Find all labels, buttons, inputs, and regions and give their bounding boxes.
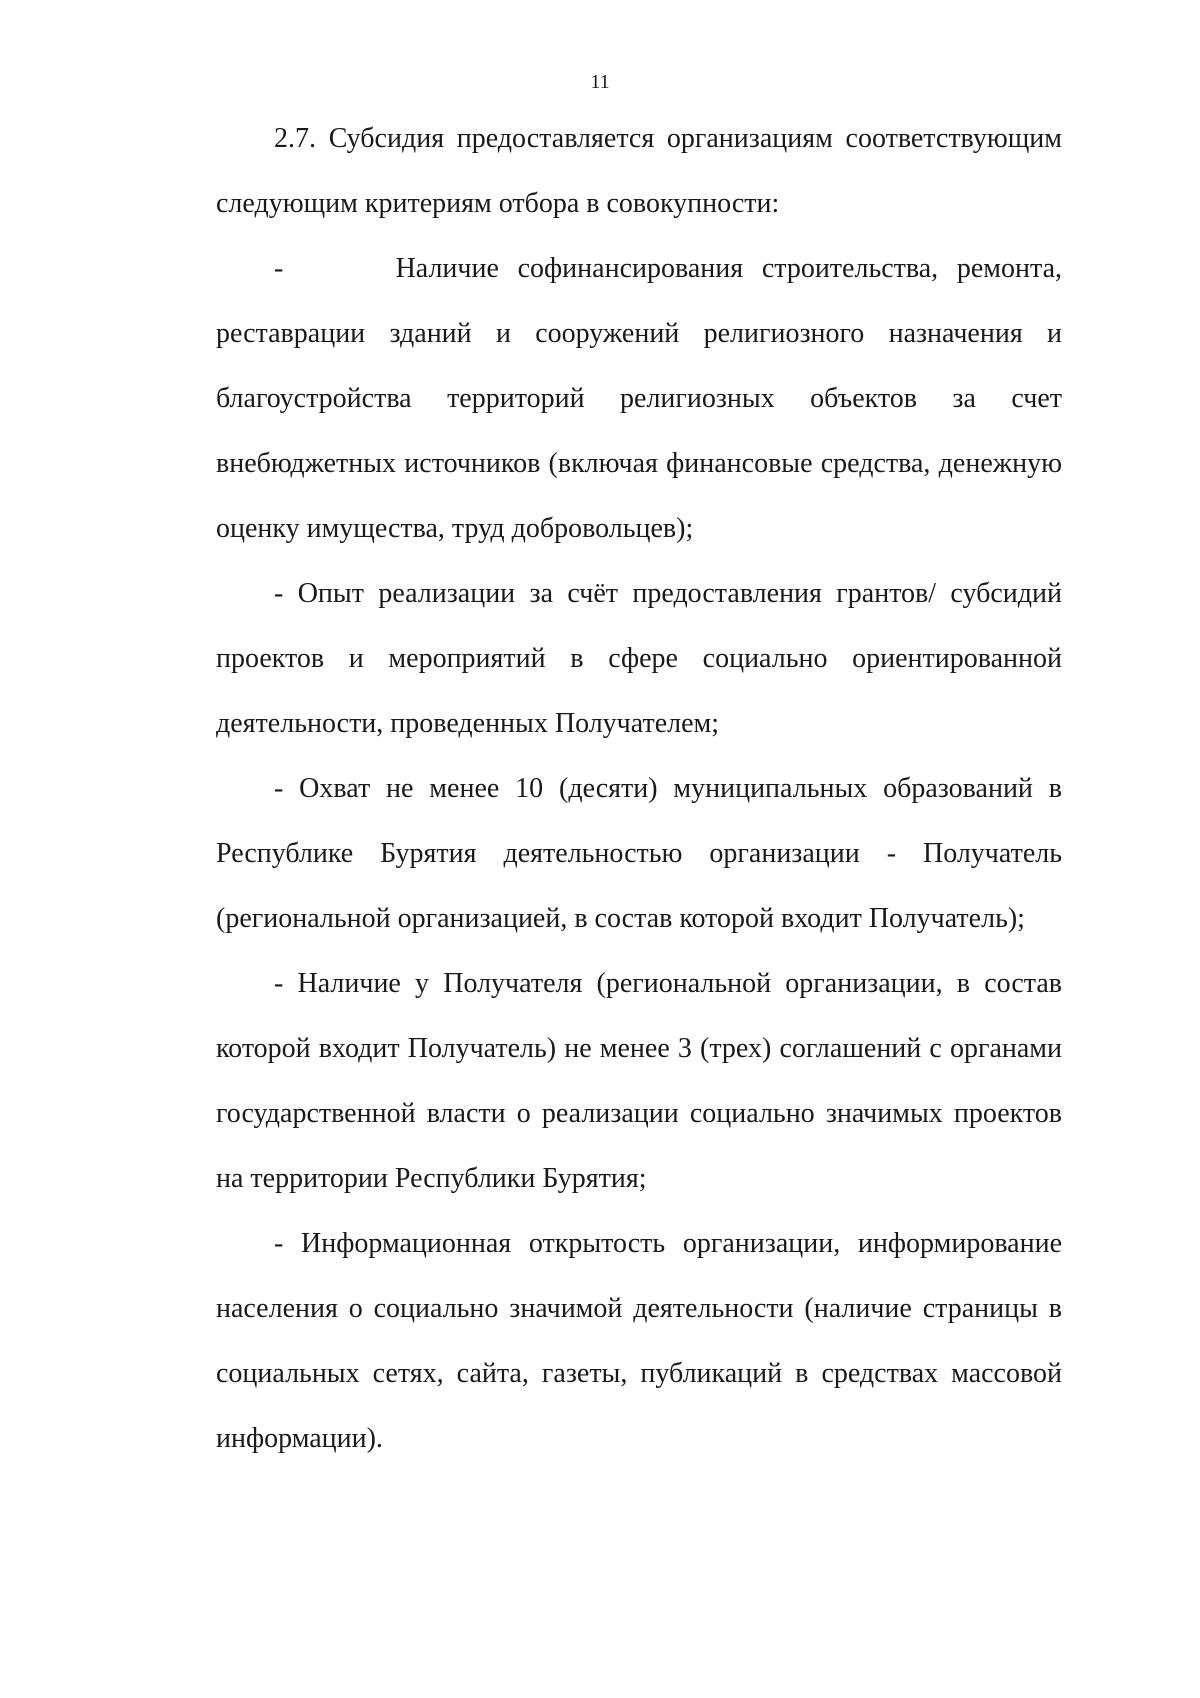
page-number: 11	[590, 71, 610, 93]
criterion-cofinancing: - Наличие софинансирования строительства, ремонта, реставрации зданий и сооружений религиозного назначения и благоустройства территорий религиозных объектов за счет внебюджетных источников (включая финансовые средства, денежную оценку имущества, труд добровольцев);	[216, 253, 1062, 544]
criterion-experience: - Опыт реализации за счёт предоставления грантов/ субсидий проектов и мероприятий в сфере социально ориентированной деятельности, проведенных Получателем;	[216, 578, 1062, 739]
criterion-coverage: - Охват не менее 10 (десяти) муниципальных образований в Республике Бурятия деятельностью организации - Получатель (региональной организацией, в состав которой входит Получатель);	[216, 773, 1062, 934]
criterion-information-openness: - Информационная открытость организации, информирование населения о социально значимой деятельности (наличие страницы в социальных сетях, сайта, газеты, публикаций в средствах массовой информации).	[216, 1228, 1062, 1454]
document-body	[216, 106, 1062, 1471]
clause-2-7-intro: 2.7. Субсидия предоставляется организациям соответствующим следующим критериям отбора в совокупности:	[216, 123, 1062, 219]
criterion-agreements: - Наличие у Получателя (региональной организации, в состав которой входит Получатель) не менее 3 (трех) соглашений с органами государственной власти о реализации социально значимых проектов на территории Республики Бурятия;	[216, 968, 1062, 1194]
